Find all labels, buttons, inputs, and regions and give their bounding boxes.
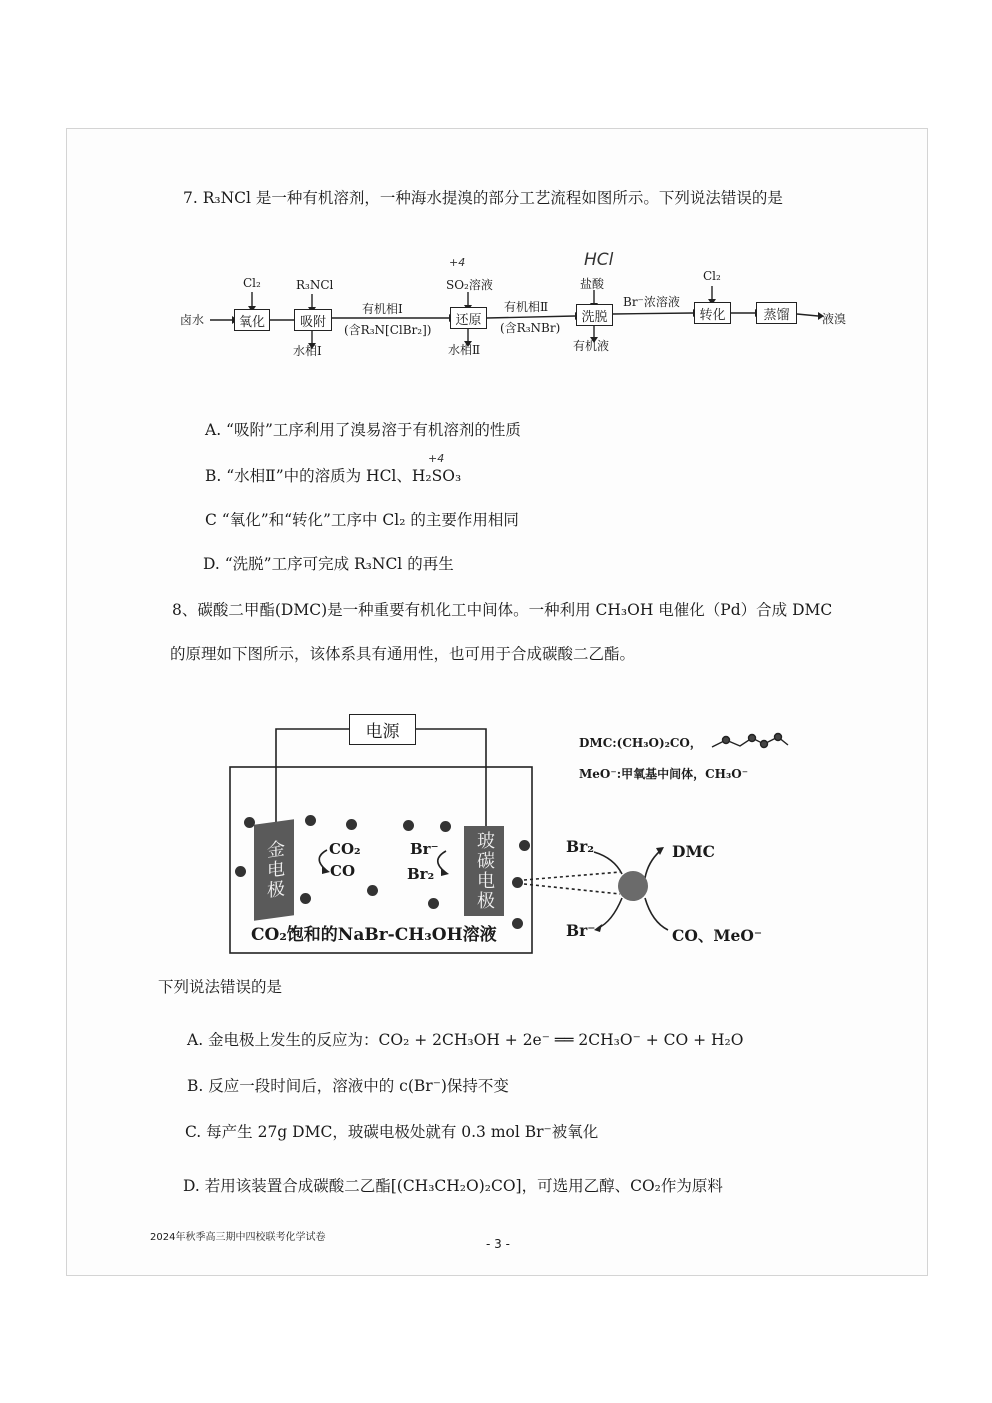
label-co: CO	[330, 862, 356, 880]
q8-option-a: A. 金电极上发生的反应为：CO₂ + 2CH₃OH + 2e⁻ ══ 2CH₃O⁻ + CO + H₂O	[187, 1031, 744, 1049]
q8-option-b: B. 反应一段时间后，溶液中的 c(Br⁻)保持不变	[187, 1077, 509, 1095]
ion-dot	[428, 898, 439, 909]
flow-r3ncl-input: R₃NCl	[296, 278, 334, 292]
flow-water-phase-1: 水相Ⅰ	[293, 344, 322, 358]
ion-dot	[305, 815, 316, 826]
flow-product: 液溴	[822, 312, 847, 326]
cycle-br-minus: Br⁻	[566, 921, 596, 940]
flow-box-elute: 洗脱	[576, 304, 613, 326]
ion-dot	[512, 918, 523, 929]
q7-option-b: B. “水相Ⅱ”中的溶质为 HCl、H₂SO₃	[205, 467, 462, 485]
flow-organic-phase-2-sub: (含R₃NBr)	[500, 321, 561, 335]
q7-stem: 7. R₃NCl 是一种有机溶剂，一种海水提溴的部分工艺流程如图所示。下列说法错误的是	[183, 189, 783, 207]
flow-box-convert: 转化	[694, 302, 731, 324]
ion-dot	[440, 821, 451, 832]
q8-option-d: D. 若用该装置合成碳酸二乙酯[(CH₃CH₂O)₂CO]，可选用乙醇、CO₂作为原料	[183, 1177, 723, 1195]
flow-cl2-input-2: Cl₂	[703, 269, 721, 283]
flow-water-phase-2: 水相Ⅱ	[448, 343, 481, 357]
ion-dot	[346, 819, 357, 830]
flow-br-conc: Br⁻浓溶液	[623, 295, 680, 309]
handwritten-note-b: +4	[428, 452, 445, 465]
ion-dot	[235, 866, 246, 877]
flow-source: 卤水	[180, 313, 205, 327]
q7-option-a: A. “吸附”工序利用了溴易溶于有机溶剂的性质	[205, 421, 521, 439]
flow-cl2-input-1: Cl₂	[243, 276, 261, 290]
meo-note: MeO⁻:甲氧基中间体，CH₃O⁻	[579, 767, 749, 781]
gold-electrode: 金电极	[254, 819, 294, 921]
flow-hcl-input: 盐酸	[580, 277, 605, 291]
q8-stem-line2: 的原理如下图所示，该体系具有通用性，也可用于合成碳酸二乙酯。	[170, 645, 636, 663]
q7-option-c: C “氧化”和“转化”工序中 Cl₂ 的主要作用相同	[205, 511, 519, 529]
page-number: - 3 -	[486, 1237, 510, 1251]
flow-organic-phase-2: 有机相Ⅱ	[504, 300, 549, 314]
flow-so2-input: SO₂溶液	[446, 278, 493, 292]
q8-stem-line1: 8、碳酸二甲酯(DMC)是一种重要有机化工中间体。一种利用 CH₃OH 电催化（Pd）合成 DMC	[172, 601, 833, 619]
flow-box-adsorb: 吸附	[294, 309, 332, 331]
q8-option-c: C. 每产生 27g DMC，玻碳电极处就有 0.3 mol Br⁻被氧化	[185, 1123, 599, 1141]
ion-dot	[300, 893, 311, 904]
label-co2: CO₂	[329, 840, 361, 858]
ion-dot	[403, 820, 414, 831]
label-br-minus: Br⁻	[410, 840, 439, 858]
ion-dot	[244, 817, 255, 828]
q8-prompt: 下列说法错误的是	[158, 978, 283, 996]
flow-box-oxidize: 氧化	[234, 309, 270, 331]
ion-dot	[367, 885, 378, 896]
catalyst-sphere	[618, 871, 648, 901]
cycle-dmc: DMC	[672, 842, 715, 861]
handwritten-note-plus4: +4	[449, 256, 466, 269]
glassy-carbon-electrode: 玻碳电极	[464, 826, 504, 916]
label-br2: Br₂	[407, 865, 435, 883]
cycle-co-meo: CO、MeO⁻	[672, 926, 763, 945]
ion-dot	[519, 840, 530, 851]
cycle-br2: Br₂	[566, 837, 595, 856]
power-source-box: 电源	[349, 714, 416, 745]
q7-option-d: D. “洗脱”工序可完成 R₃NCl 的再生	[203, 555, 454, 573]
flow-organic-liquid: 有机液	[573, 339, 610, 353]
flow-box-reduce: 还原	[450, 307, 487, 329]
footer-exam-title: 2024年秋季高三期中四校联考化学试卷	[150, 1232, 326, 1243]
ion-dot	[512, 877, 523, 888]
dmc-formula: DMC:(CH₃O)₂CO，	[579, 736, 702, 750]
solution-label: CO₂饱和的NaBr-CH₃OH溶液	[251, 925, 497, 945]
handwritten-note-hcl: HCl	[584, 250, 614, 270]
flow-box-distill: 蒸馏	[756, 302, 797, 324]
flow-organic-phase-1-sub: (含R₃N[ClBr₂])	[344, 323, 432, 337]
flow-organic-phase-1: 有机相Ⅰ	[362, 302, 403, 316]
